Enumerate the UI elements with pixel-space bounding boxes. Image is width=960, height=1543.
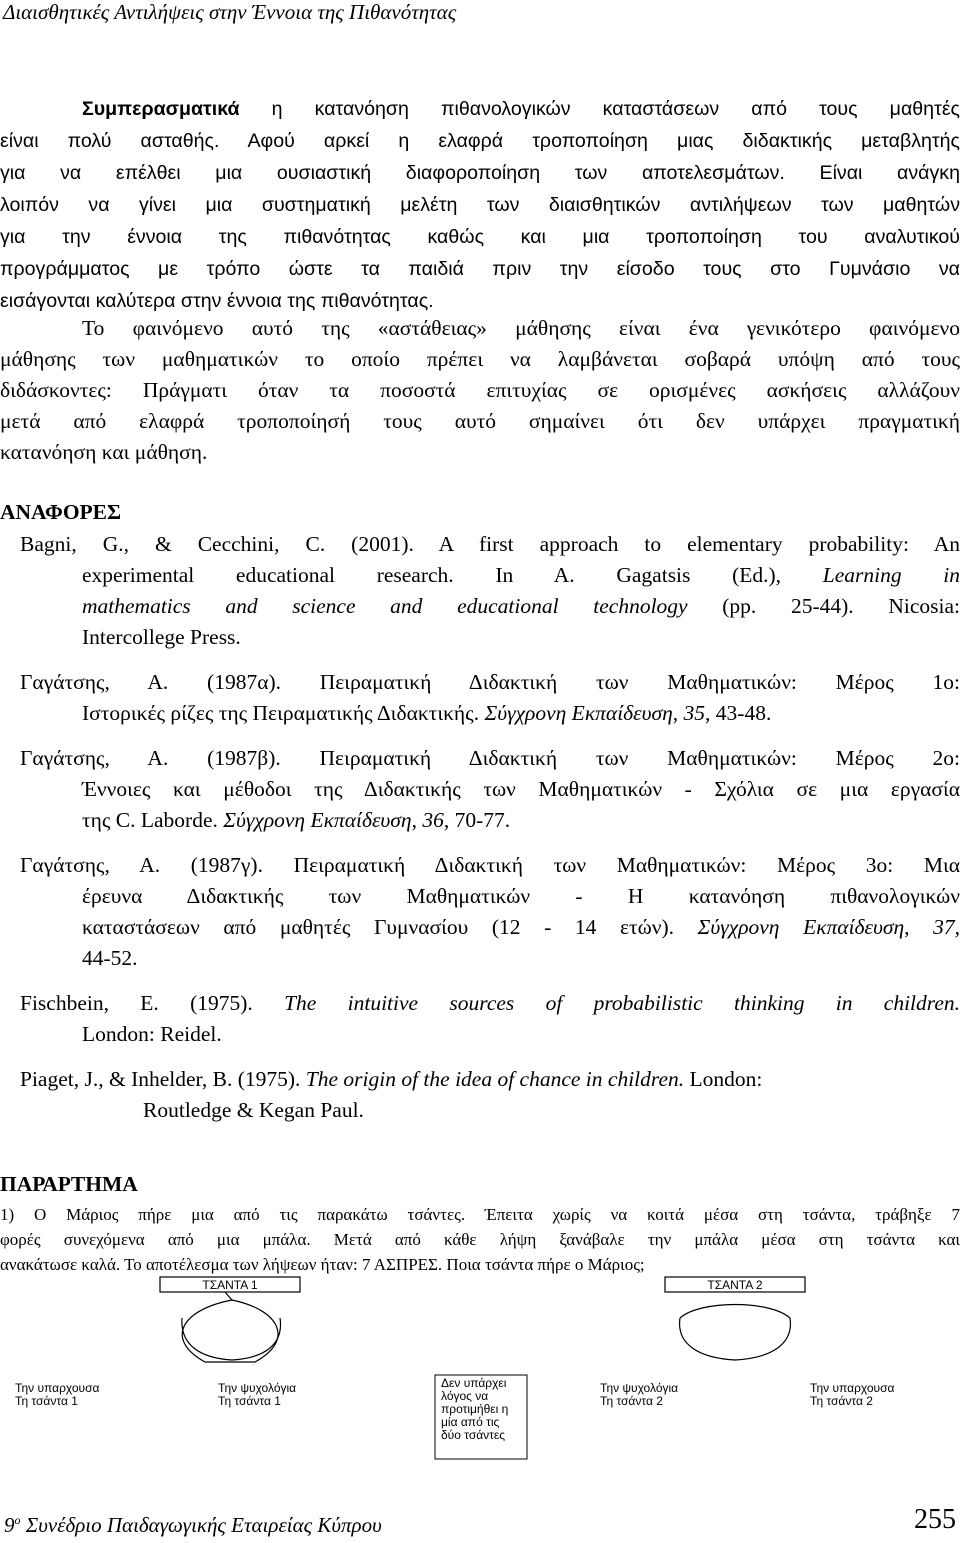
ref-line: Bagni, G., & Cecchini, C. (2001). A first approach to elementary probability: An: [20, 532, 960, 556]
choice-a-line1: Την υπαρχουσα: [15, 1381, 100, 1395]
ref-pages: , 43-48.: [705, 701, 772, 725]
ref-text: Piaget, J., & Inhelder, B. (1975).: [20, 1067, 306, 1091]
appendix-heading: ΠΑΡΑΡΤΗΜΑ: [0, 1172, 138, 1196]
ref-line: 44-52.: [82, 946, 138, 970]
conclusion-line-4: λοιπόν να γίνει μια συστηματική μελέτη των διαισθητικών αντιλήψεων των μαθητών: [0, 194, 960, 216]
ref-line: έρευνα Διδακτικής των Μαθηματικών - Η κατανόηση πιθανολογικών: [82, 884, 960, 908]
ref-line: [82, 808, 510, 833]
ref-text: ,: [954, 915, 960, 939]
ref-text: (pp. 25-44). Nicosia:: [687, 594, 960, 618]
conclusion-line-5: για την έννοια της πιθανότητας καθώς και μια τροποποίηση του αναλυτικού: [0, 226, 960, 248]
choice-c-line5: δύο τσάντες: [441, 1428, 506, 1442]
ref-title: The intuitive sources of probabilistic thinking in children.: [284, 991, 960, 1015]
conclusion-line-2: είναι πολύ ασταθής. Αφού αρκεί η ελαφρά τροποποίηση μιας διδακτικής μεταβλητής: [0, 130, 960, 152]
conclusion-line-7: εισάγονται καλύτερα στην έννοια της πιθανότητας.: [0, 290, 434, 312]
phenomenon-line-5: κατανόηση και μάθηση.: [0, 440, 208, 464]
ref-line: [82, 701, 771, 726]
ref-title: mathematics and science and educational technology: [82, 594, 688, 618]
choice-b-line2: Τη τσάντα 1: [218, 1394, 281, 1408]
appendix-question-line-2: φορές συνεχόμενα από μια μπάλα. Μετά από κάθε λήψη ξανάβαλε την μπάλα μέσα στη τσάντα και: [0, 1230, 960, 1249]
bag2-label: ΤΣΑΝΤΑ 2: [707, 1278, 763, 1292]
bag2-body: [680, 1318, 791, 1360]
choice-a-line2: Τη τσάντα 1: [15, 1394, 78, 1408]
ref-journal: Σύγχρονη Εκπαίδευση: [484, 701, 673, 725]
ref-journal: Σύγχρονη Εκπαίδευση: [223, 808, 412, 832]
ref-text: Fischbein, E. (1975).: [20, 991, 285, 1015]
phenomenon-line-4: μετά από ελαφρά τροποποίησή τους αυτό σημαίνει ότι δεν υπάρχει πραγματική: [0, 409, 960, 433]
ref-line: Έννοιες και μέθοδοι της Διδακτικής των Μαθηματικών - Σχόλια σε μια εργασία: [82, 777, 960, 801]
ref-text: καταστάσεων από μαθητές Γυμνασίου (12 - 14 ετών).: [82, 915, 698, 939]
ref-line: [82, 594, 960, 619]
ref-pages: , 70-77.: [443, 808, 511, 832]
ref-volume: 35: [683, 701, 706, 725]
choice-e-line2: Τη τσάντα 2: [810, 1394, 873, 1408]
footer-text: Συνέδριο Παιδαγωγικής Εταιρείας Κύπρου: [20, 1513, 382, 1537]
appendix-question-line-3: ανακάτωσε καλά. Το αποτέλεσμα των λήψεων ήταν: 7 ΑΣΠΡΕΣ. Ποια τσάντα πήρε ο Μάριος;: [0, 1255, 645, 1274]
ref-text: ,: [672, 701, 684, 725]
answer-choices: [15, 1375, 895, 1459]
ref-line: Γαγάτσης, Α. (1987γ). Πειραματική Διδακτική των Μαθηματικών: Μέρος 3ο: Μια: [20, 853, 960, 877]
ref-volume: 37: [933, 915, 955, 939]
choice-c-line3: προτιμήθει η: [441, 1402, 509, 1416]
phenomenon-line-3: διδάσκοντες: Πράγματι όταν τα ποσοστά επιτυχίας σε ορισμένες ασκήσεις αλλάζουν: [0, 378, 960, 402]
bag1-body: [182, 1318, 281, 1360]
ref-text: Ιστορικές ρίζες της Πειραματικής Διδακτικής.: [82, 701, 485, 725]
ref-text: ,: [411, 808, 423, 832]
choice-c-line4: μία από τις: [441, 1415, 500, 1429]
footer-number: 9: [4, 1513, 15, 1537]
page-number: 255: [914, 1504, 956, 1535]
choice-c-line1: Δεν υπάρχει: [441, 1376, 507, 1390]
ref-line: [82, 915, 960, 940]
conclusion-line-1: [82, 98, 960, 121]
phenomenon-line-1: Το φαινόμενο αυτό της «αστάθειας» μάθησης είναι ένα γενικότερο φαινόμενο: [82, 316, 960, 340]
ref-line: [82, 563, 960, 588]
ref-text: experimental educational research. In A. Gagatsis (Ed.),: [82, 563, 823, 587]
ref-line: Γαγάτσης, Α. (1987α). Πειραματική Διδακτική των Μαθηματικών: Μέρος 1ο:: [20, 670, 960, 694]
phenomenon-line-2: μάθησης των μαθηματικών το οποίο πρέπει να λαμβάνεται σοβαρά υπόψη από τους: [0, 347, 960, 371]
footer-sup: ο: [14, 1513, 21, 1527]
choice-b-line1: Την ψυχολόγια: [218, 1381, 297, 1395]
conclusion-line-3: για να επέλθει μια ουσιαστική διαφοροποίηση των αποτελεσμάτων. Είναι ανάγκη: [0, 162, 960, 184]
choice-e-line1: Την υπαρχουσα: [810, 1381, 895, 1395]
bags-figure: [0, 1275, 960, 1460]
bag1-label: ΤΣΑΝΤΑ 1: [202, 1278, 258, 1292]
references-heading: ΑΝΑΦΟΡΕΣ: [0, 500, 122, 524]
conclusion-text: η κατανόηση πιθανολογικών καταστάσεων από τους μαθητές: [239, 98, 960, 120]
ref-text: ,: [904, 915, 934, 939]
choice-d-line2: Τη τσάντα 2: [600, 1394, 663, 1408]
ref-line: [20, 991, 960, 1016]
choice-c-line2: λόγος να: [441, 1389, 489, 1403]
ref-journal: Σύγχρονη Εκπαίδευση: [697, 915, 905, 939]
conclusion-line-6: προγράμματος με τρόπο ώστε τα παιδιά πριν την είσοδο τους στο Γυμνάσιο να: [0, 258, 960, 280]
ref-line: Γαγάτσης, Α. (1987β). Πειραματική Διδακτική των Μαθηματικών: Μέρος 2ο:: [20, 746, 960, 770]
ref-title: The origin of the idea of chance in children.: [305, 1067, 685, 1091]
bag2-rim: [680, 1305, 790, 1319]
ref-text: της C. Laborde.: [82, 808, 224, 832]
bag1-outline: [182, 1292, 278, 1362]
ref-line: London: Reidel.: [82, 1022, 222, 1046]
ref-title: Learning in: [822, 563, 960, 587]
ref-line: Intercollege Press.: [82, 625, 241, 649]
ref-line: Routledge & Kegan Paul.: [143, 1098, 364, 1122]
footer-conference: [4, 1513, 382, 1538]
appendix-question-line-1: 1) Ο Μάριος πήρε μια από τις παρακάτω τσάντες. Έπειτα χωρίς να κοιτά μέσα στη τσάντα, τράβηξε 7: [0, 1205, 960, 1224]
ref-text: London:: [684, 1067, 763, 1091]
conclusion-lead: Συμπερασματικά: [82, 98, 240, 120]
ref-volume: 36: [422, 808, 444, 832]
ref-line: [20, 1067, 762, 1092]
running-header: Διαισθητικές Αντιλήψεις στην Έννοια της Πιθανότητας: [3, 0, 457, 24]
choice-d-line1: Την ψυχολόγια: [600, 1381, 679, 1395]
